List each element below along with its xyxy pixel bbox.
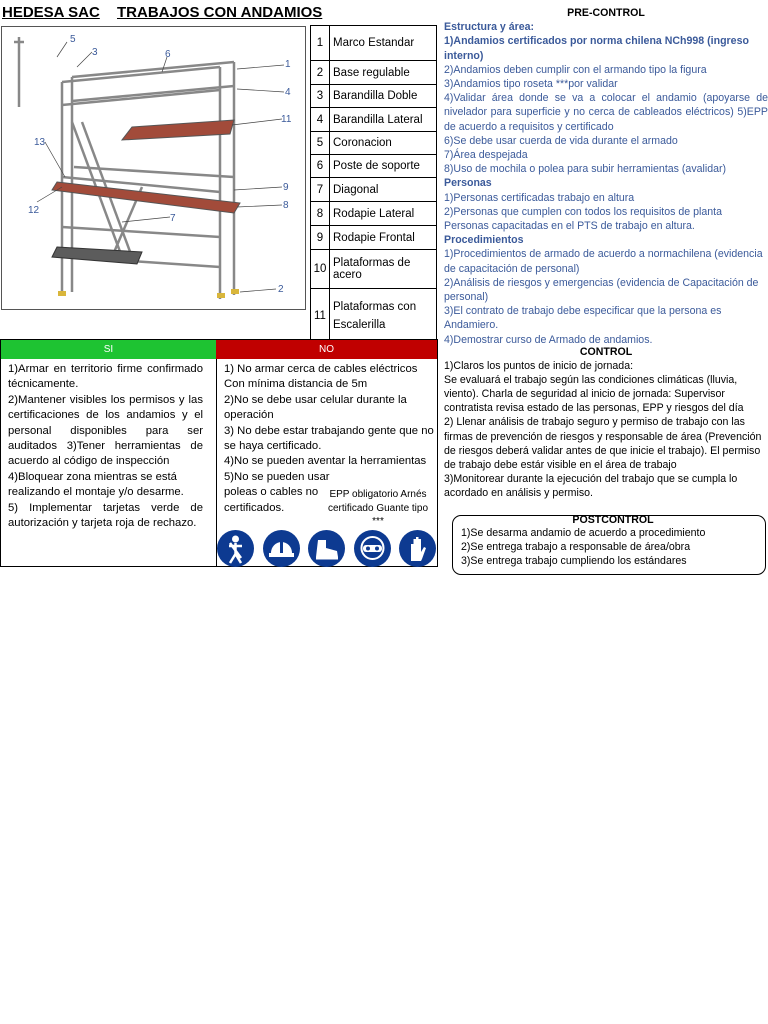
postcontrol-item: 1)Se desarma andamio de acuerdo a procedimiento: [461, 527, 706, 539]
table-row: [311, 178, 437, 202]
si-header: SI: [1, 340, 216, 359]
callout-13: 13: [34, 137, 46, 148]
si-item: 1)Armar en territorio firme confirmado técnicamente.: [8, 363, 203, 391]
no-item: 3) No debe estar trabajando gente que no se haya certificado.: [224, 424, 434, 453]
part-label: Barandilla Doble: [330, 85, 437, 108]
callout-7: 7: [170, 213, 176, 224]
table-row: [311, 26, 437, 61]
scaffold-illustration: [2, 27, 305, 309]
part-label: Plataformas de acero: [330, 250, 437, 289]
no-item: 1) No armar cerca de cables eléctricos Con mínima distancia de 5m: [224, 363, 418, 391]
helmet-icon: [263, 530, 300, 567]
part-number: 7: [311, 178, 330, 202]
parts-table: [310, 25, 437, 344]
part-number: 2: [311, 61, 330, 85]
no-item: 5)No se pueden usar poleas o cables no certificados.: [224, 470, 330, 514]
callout-8: 8: [283, 200, 289, 211]
control-item: 1)Claros los puntos de inicio de jornada:: [444, 360, 634, 373]
part-label: Base regulable: [330, 61, 437, 85]
no-item: 2)No se debe usar celular durante la operación: [224, 393, 407, 422]
table-row: [311, 61, 437, 85]
precontrol-item: 3)Andamios tipo roseta ***por validar: [444, 78, 618, 91]
table-row: [311, 132, 437, 155]
glove-icon: [399, 530, 436, 567]
postcontrol-title: POSTCONTROL: [572, 514, 654, 526]
precontrol-item: 7)Área despejada: [444, 149, 528, 162]
part-label: Coronacion: [330, 132, 437, 155]
epp-icons: [216, 530, 438, 568]
control-item: 3)Monitorear durante la ejecución del trabajo que se cumpla lo acordado en análisis y permiso.: [444, 472, 738, 499]
control-title: CONTROL: [579, 346, 633, 358]
part-label: Marco Estandar: [330, 26, 437, 61]
part-label: Poste de soporte: [330, 155, 437, 178]
precontrol-section: [444, 6, 768, 347]
callout-5: 5: [70, 34, 76, 45]
table-row: [311, 108, 437, 132]
precontrol-item: 6)Se debe usar cuerda de vida durante el armado: [444, 134, 678, 147]
part-number: 8: [311, 202, 330, 226]
part-number: 10: [311, 250, 330, 289]
people-heading: Personas: [444, 177, 492, 190]
si-item: 5) Implementar tarjetas verde de autorización y tarjeta roja de rechazo.: [8, 501, 203, 530]
no-header: NO: [216, 340, 437, 359]
table-row: [311, 155, 437, 178]
goggles-icon: [354, 530, 391, 567]
part-number: 4: [311, 108, 330, 132]
table-row: [311, 202, 437, 226]
callout-11: 11: [281, 114, 292, 125]
part-number: 5: [311, 132, 330, 155]
part-label: Rodapie Frontal: [330, 226, 437, 250]
control-section: [444, 345, 768, 500]
document-title: TRABAJOS CON ANDAMIOS: [117, 4, 323, 21]
control-item: Se evaluará el trabajo según las condiciones climáticas (lluvia, viento). Charla de seguridad al inicio de jornada: Supervisor contratista revisa estado de las personas, EPP y riesgos del día: [444, 374, 744, 415]
si-item: 2)Mantener visibles los permisos y las certificaciones de los andamios y el personal disponibles para ser auditados 3)Tener herramientas de acuerdo al código de inspección: [8, 393, 203, 468]
table-row: [311, 250, 437, 289]
harness-icon: [217, 530, 254, 567]
procedures-heading: Procedimientos: [444, 234, 524, 247]
si-item: 4)Bloquear zona mientras se está realizando el montaje y/o desarme.: [8, 470, 184, 499]
postcontrol-item: 2)Se entrega trabajo a responsable de área/obra: [461, 541, 691, 553]
callout-4: 4: [285, 87, 291, 98]
precontrol-item: 4)Demostrar curso de Armado de andamios.: [444, 333, 653, 346]
part-number: 9: [311, 226, 330, 250]
part-number: 3: [311, 85, 330, 108]
structure-heading: Estructura y área:: [444, 21, 535, 34]
precontrol-item: 4)Validar área donde se va a colocar el andamio (apoyarse de nivelador para superficie y no cerca de cableados eléctricos) 5)EPP de acuerdo a requisitos y certificado: [444, 92, 768, 133]
callout-6: 6: [165, 49, 171, 60]
precontrol-item: 2)Andamios deben cumplir con el armando tipo la figura: [444, 63, 707, 76]
part-label: Barandilla Lateral: [330, 108, 437, 132]
safety-boot-icon: [308, 530, 345, 567]
epp-note: EPP obligatorio Arnés certificado Guante tipo ***: [327, 489, 429, 527]
part-number: 1: [311, 26, 330, 61]
precontrol-item: 2)Personas que cumplen con todos los requisitos de planta Personas capacitadas en el PTS de trabajo en altura.: [444, 205, 722, 233]
si-list: [8, 362, 203, 531]
control-item: 2) Llenar análisis de trabajo seguro y permiso de trabajo con las firmas de prevención de riesgos y responsable de área (Prevención de riesgos deberá validar antes de que inicie el trabajo). El permiso de trabajo debe estár visible en el área de trabajo: [444, 416, 762, 471]
callout-9: 9: [283, 182, 289, 193]
table-row: [311, 289, 437, 344]
precontrol-item: 8)Uso de mochila o polea para subir herramientas (avalidar): [444, 163, 727, 176]
table-row: [311, 85, 437, 108]
no-item: 4)No se pueden aventar la herramientas: [224, 455, 427, 468]
precontrol-item: 1)Personas certificadas trabajo en altura: [444, 191, 635, 204]
part-label: Rodapie Lateral: [330, 202, 437, 226]
precontrol-item: 1)Andamios certificados por norma chilena NCh998 (ingreso interno): [444, 35, 749, 62]
precontrol-title: PRE-CONTROL: [567, 7, 645, 19]
callout-3: 3: [92, 47, 98, 58]
precontrol-item: 3)El contrato de trabajo debe especificar que la persona es Andamiero.: [444, 305, 722, 332]
postcontrol-box: [452, 515, 766, 575]
precontrol-item: 2)Análisis de riesgos y emergencias (evidencia de Capacitación de personal): [444, 276, 759, 304]
table-row: [311, 226, 437, 250]
scaffold-diagram: [1, 26, 306, 310]
part-number: 11: [311, 289, 330, 344]
part-number: 6: [311, 155, 330, 178]
precontrol-item: 1)Procedimientos de armado de acuerdo a normachilena (evidencia de capacitación de personal): [444, 248, 763, 275]
part-label: Diagonal: [330, 178, 437, 202]
postcontrol-item: 3)Se entrega trabajo cumpliendo los estándares: [461, 555, 687, 567]
company-name: HEDESA SAC: [2, 4, 100, 21]
callout-1: 1: [285, 59, 291, 70]
callout-12: 12: [28, 205, 40, 216]
callout-2: 2: [278, 284, 284, 295]
do-dont-grid: [0, 339, 438, 567]
part-label: Plataformas con Escalerilla: [330, 289, 437, 344]
